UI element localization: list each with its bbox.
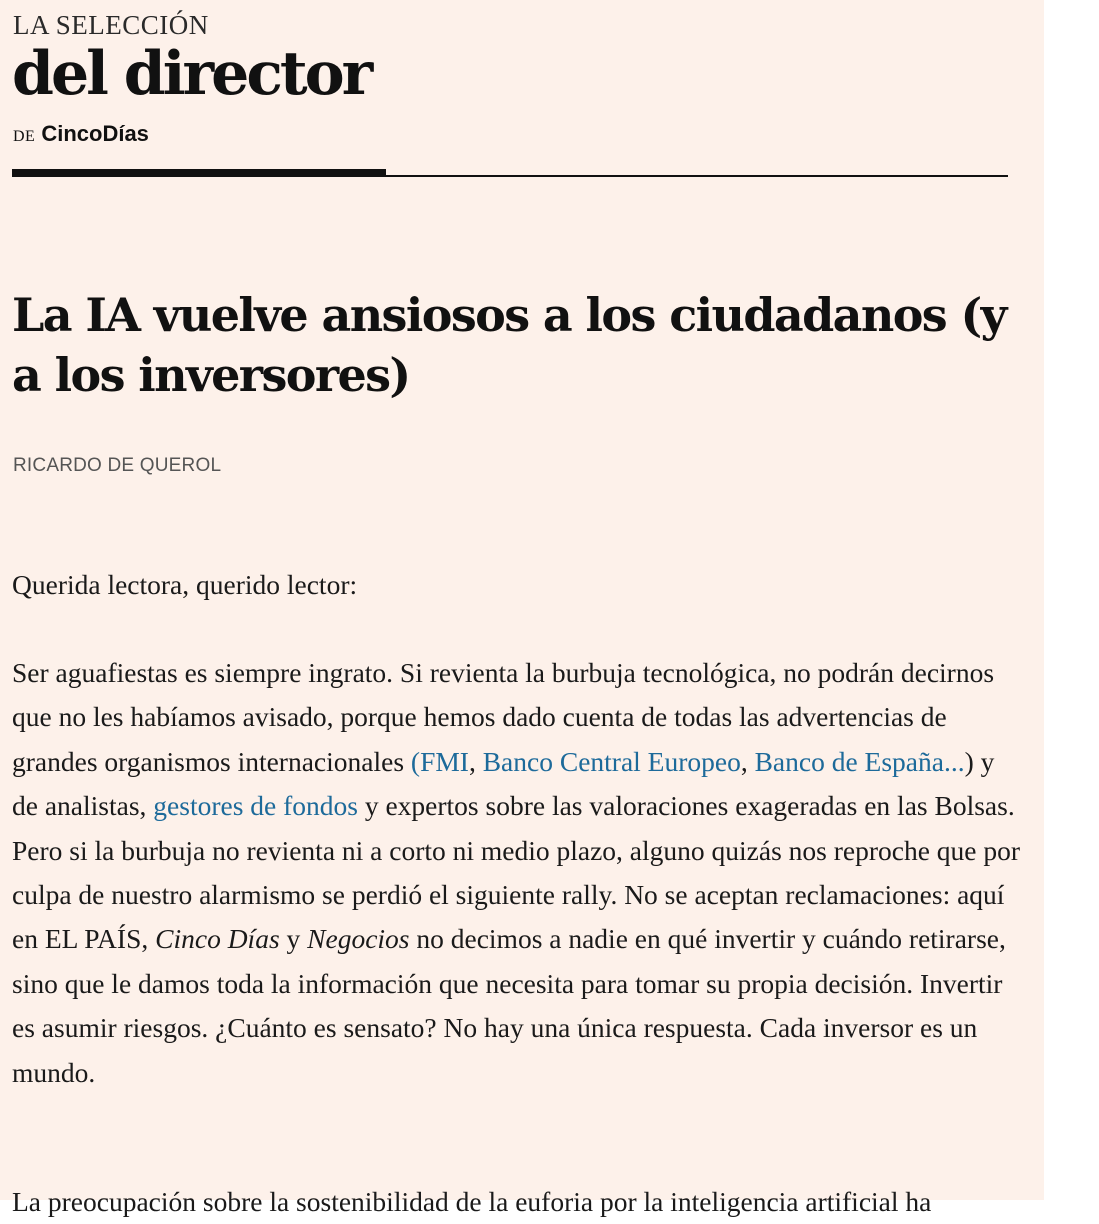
link-fmi[interactable]: (FMI xyxy=(410,745,469,777)
link-gestores-de-fondos[interactable]: gestores de fondos xyxy=(153,790,358,822)
link-banco-de-espana[interactable]: Banco de España... xyxy=(754,745,965,777)
paragraph-text: Ser aguafiestas es siempre ingrato. Si revienta la burbuja tecnológica, no podrán decirnos que no les habíamos avisado, porque hemos dado cuenta de todas las advertencias de grandes organismos internacionales xyxy=(12,657,995,777)
paragraph-text: y xyxy=(279,923,308,955)
header-accent-bar xyxy=(12,169,386,176)
article-greeting: Querida lectora, querido lector: xyxy=(12,569,358,600)
paragraph-text: , xyxy=(468,745,483,777)
brand-source xyxy=(13,121,149,147)
paragraph-text: , xyxy=(740,745,755,777)
publication-name-negocios: Negocios xyxy=(307,923,410,955)
brand-title: del director xyxy=(12,39,371,109)
brand-kicker: LA SELECCIÓN xyxy=(13,10,209,40)
brand-source-prefix: DE xyxy=(13,128,36,145)
article-paragraph xyxy=(12,651,1022,1095)
paragraph-text: no decimos a nadie en qué invertir y cuándo retirarse, sino que le damos toda la información que necesita para tomar su propia decisión. Invertir es asumir riesgos. ¿Cuánto es sensato? No hay una única respuesta. Cada inversor es un mundo. xyxy=(12,923,1006,1088)
article-byline: RICARDO DE QUEROL xyxy=(13,455,222,476)
article-headline: La IA vuelve ansiosos a los ciudadanos (y a los inversores) xyxy=(12,288,1006,402)
article-paragraph-cut-off: La preocupación sobre la sostenibilidad de la euforia por la inteligencia artificial ha xyxy=(12,1186,932,1217)
paragraph-text: y expertos sobre las valoraciones exageradas en las Bolsas. Pero si la burbuja no revienta ni a corto ni medio plazo, alguno quizás nos reproche que por culpa de nuestro alarmismo se perdió el siguiente rally. No se aceptan reclamaciones: aquí en EL PAÍS, xyxy=(12,790,1021,955)
publication-name-cinco-dias: Cinco Días xyxy=(155,923,280,955)
paragraph-text: ) y de analistas, xyxy=(12,745,995,822)
brand-source-name: CincoDías xyxy=(41,121,149,146)
link-banco-central-europeo[interactable]: Banco Central Europeo xyxy=(482,745,741,777)
